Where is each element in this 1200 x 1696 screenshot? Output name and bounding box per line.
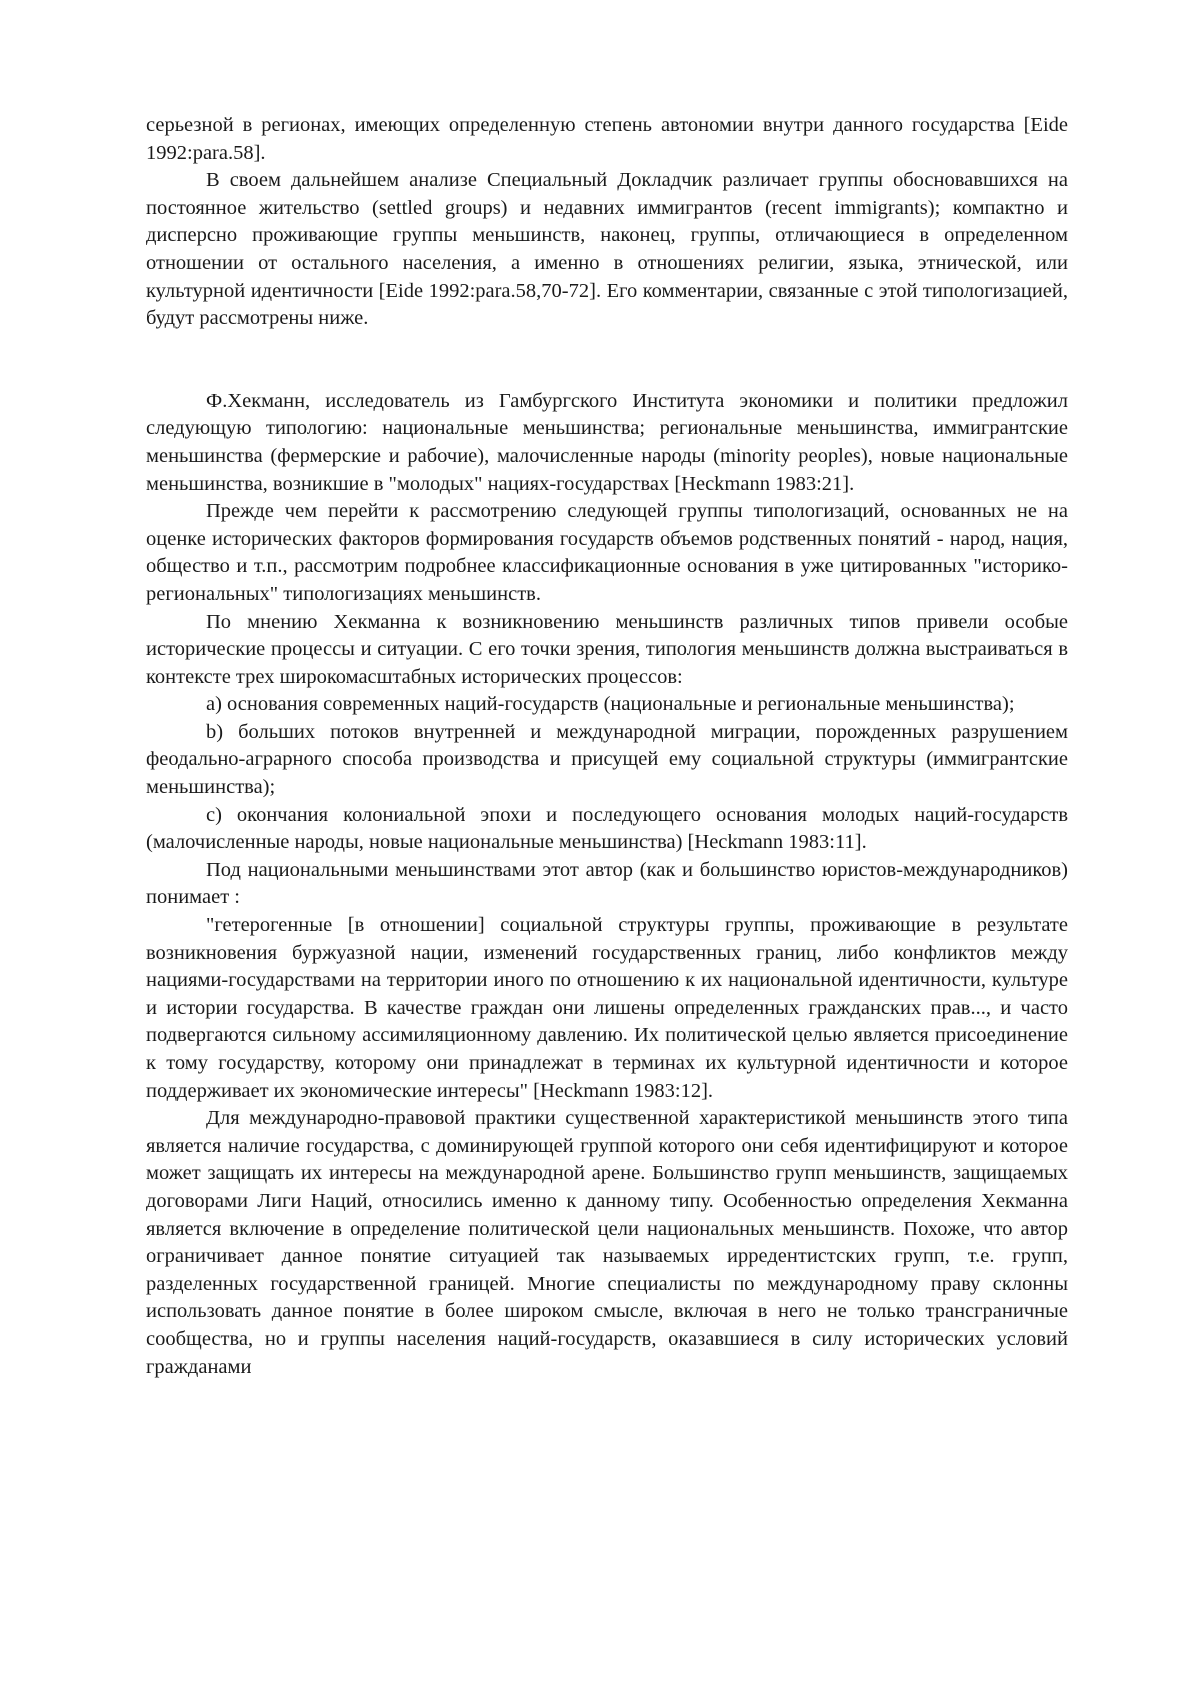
list-item-a: а) основания современных наций-государств (национальные и региональные меньшинства); bbox=[206, 693, 1015, 716]
document-page bbox=[146, 112, 1068, 1381]
paragraph-gap bbox=[146, 333, 1068, 388]
paragraph-5: По мнению Хекманна к возникновению меньшинств различных типов привели особые исторические процессы и ситуации. С его точки зрения, типология меньшинств должна выстраиваться в контексте трех широкомасштабных исторических процессов: bbox=[146, 610, 1068, 688]
paragraph-2: В своем дальнейшем анализе Специальный Докладчик различает группы обосновавшихся на постоянное жительство (settled groups) и недавних иммигрантов (recent immigrants); компактно и дисперсно проживающие группы меньшинств, наконец, группы, отличающиеся в определенном отношении от остального населения, а именно в отношениях религии, языка, этнической, или культурной идентичности [Eide 1992:para.58,70-72]. Его комментарии, связанные с этой типологизацией, будут рассмотрены ниже. bbox=[146, 169, 1068, 330]
list-item-b: b) больших потоков внутренней и международной миграции, порожденных разрушением феодально-аграрного способа производства и присущей ему социальной структуры (иммигрантские меньшинства); bbox=[146, 720, 1068, 799]
block-quote: "гетерогенные [в отношении] социальной структуры группы, проживающие в результате возникновения буржуазной нации, изменений государственных границ, либо конфликтов между нациями-государствами на территории иного по отношению к их национальной идентичности, культуре и истории государства. В качестве граждан они лишены определенных гражданских прав..., и часто подвергаются сильному ассимиляционному давлению. Их политической целью является присоединение к тому государству, которому они принадлежат в терминах их культурной идентичности и которое поддерживает их экономические интересы" [Heckmann 1983:12]. bbox=[146, 914, 1068, 1102]
paragraph-7: Для международно-правовой практики существенной характеристикой меньшинств этого типа является наличие государства, с доминирующей группой которого они себя идентифицируют и которое может защищать их интересы на международной арене. Большинство групп меньшинств, защищаемых договорами Лиги Наций, относились именно к данному типу. Особенностью определения Хекманна является включение в определение политической цели национальных меньшинств. Похоже, что автор ограничивает данное понятие ситуацией так называемых ирредентистских групп, т.е. групп, разделенных государственной границей. Многие специалисты по международному праву склонны использовать данное понятие в более широком смысле, включая в него не только трансграничные сообщества, но и группы населения наций-государств, оказавшиеся в силу исторических условий гражданами bbox=[146, 1107, 1068, 1378]
paragraph-6: Под национальными меньшинствами этот автор (как и большинство юристов-международников) понимает : bbox=[146, 858, 1068, 909]
paragraph-4: Прежде чем перейти к рассмотрению следующей группы типологизаций, основанных не на оценке исторических факторов формирования государств объемов родственных понятий - народ, нация, общество и т.п., рассмотрим подробнее классификационные основания в уже цитированных "историко-региональных" типологизациях меньшинств. bbox=[146, 500, 1068, 605]
paragraph-1: серьезной в регионах, имеющих определенную степень автономии внутри данного государства [Eide 1992:para.58]. bbox=[146, 114, 1068, 164]
paragraph-3: Ф.Хекманн, исследователь из Гамбургского Института экономики и политики предложил следующую типологию: национальные меньшинства; региональные меньшинства, иммигрантские меньшинства (фермерские и рабочие), малочисленные народы (minority peoples), новые национальные меньшинства, возникшие в "молодых" нациях-государствах [Heckmann 1983:21]. bbox=[146, 389, 1068, 495]
list-item-c: c) окончания колониальной эпохи и последующего основания молодых наций-государств (малочисленные народы, новые национальные меньшинства) [Heckmann 1983:11]. bbox=[146, 803, 1068, 854]
